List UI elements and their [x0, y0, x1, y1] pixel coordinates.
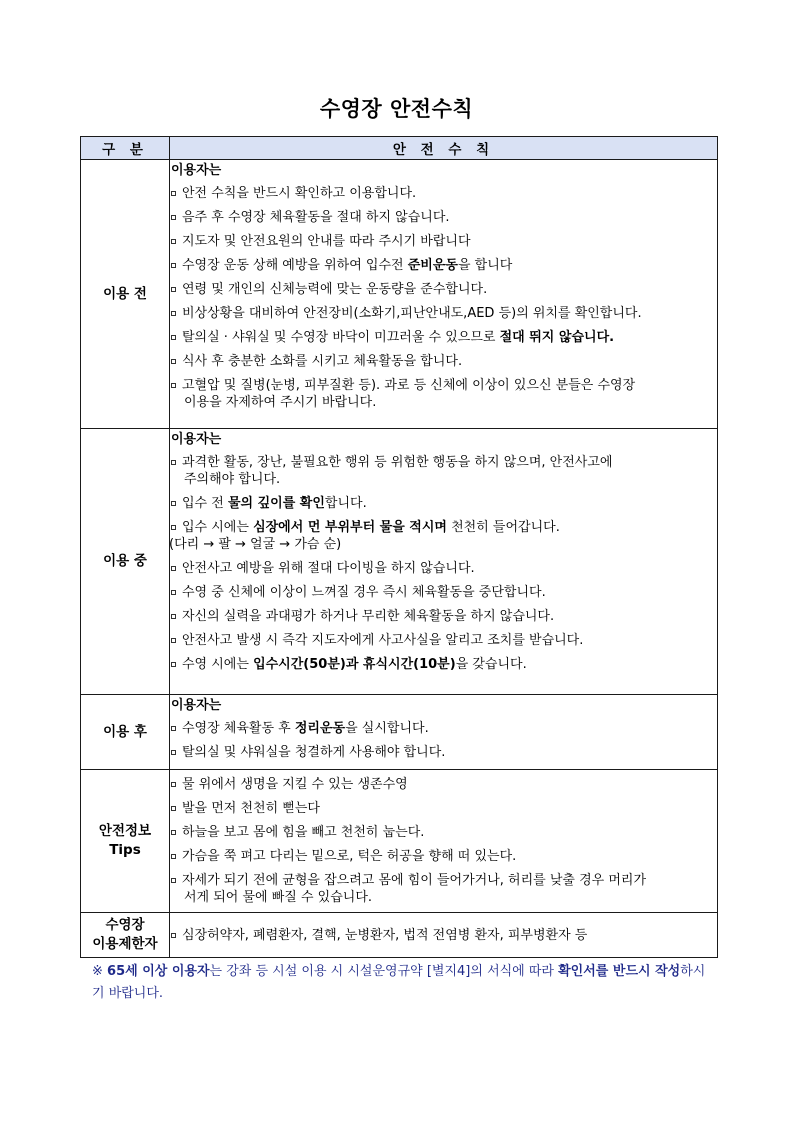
square-bullet-icon — [171, 830, 176, 835]
section-rules-before — [170, 160, 718, 429]
square-bullet-icon — [171, 335, 176, 340]
square-bullet-icon — [171, 263, 176, 268]
reference-mark-icon: ※ — [92, 964, 103, 979]
square-bullet-icon — [171, 638, 176, 643]
safety-rules-table — [80, 136, 718, 958]
section-lead: 이용자는 — [171, 163, 222, 178]
header-category: 구 분 — [81, 137, 170, 160]
section-lead: 이용자는 — [171, 432, 222, 447]
list-item: 연령 및 개인의 신체능력에 맞는 운동량을 준수합니다. — [170, 281, 717, 298]
header-rules: 안 전 수 칙 — [170, 137, 718, 160]
list-item: 물 위에서 생명을 지킬 수 있는 생존수영 — [170, 776, 717, 793]
square-bullet-icon — [171, 525, 176, 530]
section-after — [81, 695, 718, 770]
list-item: 가슴을 쭉 펴고 다리는 밑으로, 턱은 허공을 향해 떠 있는다. — [170, 848, 717, 865]
page-title: 수영장 안전수칙 — [319, 97, 474, 121]
square-bullet-icon — [171, 501, 176, 506]
list-item: 음주 후 수영장 체육활동을 절대 하지 않습니다. — [170, 209, 717, 226]
square-bullet-icon — [171, 933, 176, 938]
square-bullet-icon — [171, 239, 176, 244]
footnote: ※ 65세 이상 이용자는 강좌 등 시설 이용 시 시설운영규약 [별지4]의 서식에 따라 확인서를 반드시 작성하시기 바랍니다. — [92, 964, 706, 1001]
section-rules-during — [170, 429, 718, 695]
square-bullet-icon — [171, 311, 176, 316]
list-item: 발을 먼저 천천히 뻗는다 — [170, 800, 717, 817]
square-bullet-icon — [171, 806, 176, 811]
section-label-after: 이용 후 — [81, 695, 170, 770]
square-bullet-icon — [171, 726, 176, 731]
list-item: 고혈압 및 질병(눈병, 피부질환 등). 과로 등 신체에 이상이 있으신 분들은 수영장 이용을 자제하여 주시기 바랍니다. — [170, 377, 717, 411]
section-label-during: 이용 중 — [81, 429, 170, 695]
list-item: 비상상황을 대비하여 안전장비(소화기,피난안내도,AED 등)의 위치를 확인합니다. — [170, 305, 717, 322]
table-header-row — [81, 137, 718, 160]
section-rules-after — [170, 695, 718, 770]
square-bullet-icon — [171, 750, 176, 755]
square-bullet-icon — [171, 854, 176, 859]
list-item: 자신의 실력을 과대평가 하거나 무리한 체육활동을 하지 않습니다. — [170, 608, 717, 625]
square-bullet-icon — [171, 191, 176, 196]
list-item: 수영장 체육활동 후 정리운동을 실시합니다. — [170, 720, 717, 737]
list-item: 입수 시에는 심장에서 먼 부위부터 물을 적시며 천천히 들어갑니다. (다리 → 팔 → 얼굴 → 가슴 순) — [169, 520, 560, 552]
square-bullet-icon — [171, 215, 176, 220]
square-bullet-icon — [171, 287, 176, 292]
square-bullet-icon — [171, 359, 176, 364]
section-lead: 이용자는 — [171, 698, 222, 713]
square-bullet-icon — [171, 782, 176, 787]
list-item: 심장허약자, 폐렴환자, 결핵, 눈병환자, 법적 전염병 환자, 피부병환자 등 — [170, 927, 717, 944]
list-item: 탈의실 · 샤워실 및 수영장 바닥이 미끄러울 수 있으므로 절대 뛰지 않습니다. — [170, 329, 717, 346]
list-item: 수영장 운동 상해 예방을 위하여 입수전 준비운동을 합니다 — [170, 257, 717, 274]
list-item: 입수 전 물의 깊이를 확인합니다. — [170, 495, 717, 512]
list-item: 수영 시에는 입수시간(50분)과 휴식시간(10분)을 갖습니다. — [170, 656, 717, 673]
section-tips — [81, 770, 718, 913]
square-bullet-icon — [171, 614, 176, 619]
list-item: 과격한 활동, 장난, 불필요한 행위 등 위험한 행동을 하지 않으며, 안전사고에 주의해야 합니다. — [170, 454, 717, 488]
section-rules-restricted — [170, 913, 718, 958]
square-bullet-icon — [171, 383, 176, 388]
square-bullet-icon — [171, 878, 176, 883]
section-label-before: 이용 전 — [81, 160, 170, 429]
square-bullet-icon — [171, 662, 176, 667]
list-item: 하늘을 보고 몸에 힘을 빼고 천천히 눕는다. — [170, 824, 717, 841]
square-bullet-icon — [171, 460, 176, 465]
section-rules-tips — [170, 770, 718, 913]
list-item: 안전사고 발생 시 즉각 지도자에게 사고사실을 알리고 조치를 받습니다. — [170, 632, 717, 649]
section-label-restricted: 수영장 이용제한자 — [81, 913, 170, 958]
section-label-tips: 안전정보 Tips — [81, 770, 170, 913]
list-item: 안전 수칙을 반드시 확인하고 이용합니다. — [170, 185, 717, 202]
list-item: 지도자 및 안전요원의 안내를 따라 주시기 바랍니다 — [170, 233, 717, 250]
square-bullet-icon — [171, 590, 176, 595]
list-item: 안전사고 예방을 위해 절대 다이빙을 하지 않습니다. — [170, 560, 717, 577]
list-item: 식사 후 충분한 소화를 시키고 체육활동을 합니다. — [170, 353, 717, 370]
section-during — [81, 429, 718, 695]
list-item: 자세가 되기 전에 균형을 잡으려고 몸에 힘이 들어가거나, 허리를 낮출 경우 머리가 서게 되어 물에 빠질 수 있습니다. — [170, 872, 717, 906]
list-item: 탈의실 및 샤워실을 청결하게 사용해야 합니다. — [170, 744, 717, 761]
section-before — [81, 160, 718, 429]
list-item: 수영 중 신체에 이상이 느껴질 경우 즉시 체육활동을 중단합니다. — [170, 584, 717, 601]
square-bullet-icon — [171, 566, 176, 571]
section-restricted — [81, 913, 718, 958]
